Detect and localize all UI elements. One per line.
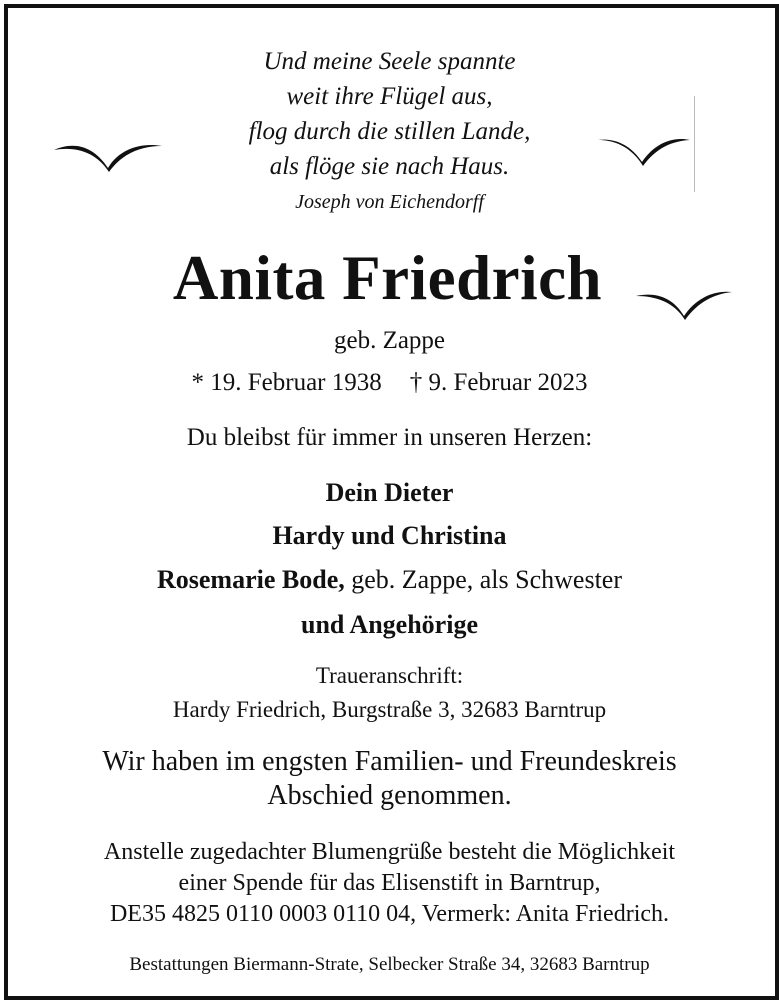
farewell-line: Wir haben im engsten Familien- und Freundeskreis <box>102 746 677 777</box>
poem-line: weit ihre Flügel aus, <box>286 83 493 110</box>
maiden-name: geb. Zappe <box>333 327 446 354</box>
mourners-intro: Du bleibst für immer in unseren Herzen: <box>186 424 593 451</box>
poem-line: als flöge sie nach Haus. <box>269 153 510 180</box>
mourner-line <box>0 565 779 595</box>
mourner-line: Hardy und Christina <box>272 521 507 550</box>
mourner-relation: geb. Zappe, als Schwester <box>344 565 622 594</box>
address-label: Traueranschrift: <box>315 663 464 688</box>
bird-icon <box>52 138 164 174</box>
poem-line: Und meine Seele spannte <box>263 48 516 75</box>
life-dates <box>0 369 779 397</box>
donation-line: DE35 4825 0110 0003 0110 04, Vermerk: Anita Friedrich. <box>109 901 670 927</box>
birth-date: * 19. Februar 1938 <box>191 369 382 396</box>
undertaker-info: Bestattungen Biermann-Strate, Selbecker Straße 34, 32683 Barntrup <box>129 954 650 975</box>
poem-line: flog durch die stillen Lande, <box>248 118 531 145</box>
farewell-text <box>0 745 779 813</box>
deceased-name: Anita Friedrich <box>172 243 603 313</box>
donation-text <box>0 837 779 930</box>
donation-line: Anstelle zugedachter Blumengrüße besteht die Möglichkeit <box>103 839 676 865</box>
poem-author: Joseph von Eichendorff <box>295 191 484 213</box>
mourner-line: und Angehörige <box>301 610 478 639</box>
donation-line: einer Spende für das Elisenstift in Barntrup, <box>178 870 601 896</box>
bird-icon <box>596 132 692 168</box>
address-value: Hardy Friedrich, Burgstraße 3, 32683 Barntrup <box>172 697 607 722</box>
mourner-name: Rosemarie Bode, <box>157 565 345 594</box>
vertical-rule <box>694 96 695 192</box>
mourner-line: Dein Dieter <box>325 478 454 507</box>
death-date: † 9. Februar 2023 <box>409 369 588 396</box>
farewell-line: Abschied genommen. <box>267 780 512 811</box>
